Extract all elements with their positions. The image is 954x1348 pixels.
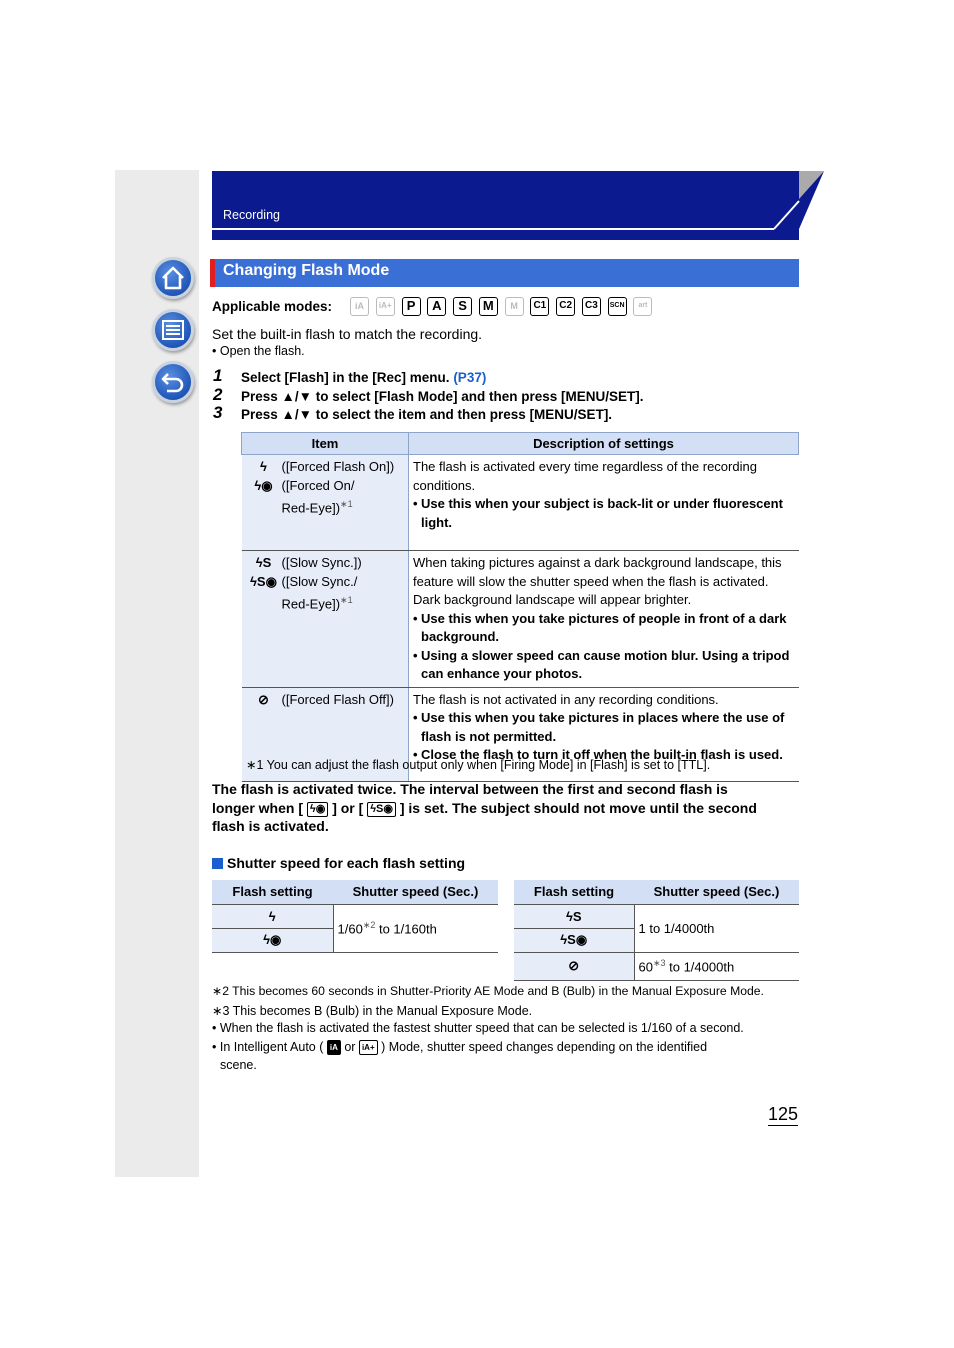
table-header-row xyxy=(242,433,799,455)
col-header-description: Description of settings xyxy=(409,433,799,455)
slow-sync-redeye-icon: ϟS◉ xyxy=(514,928,634,952)
mode-c2-icon: C2 xyxy=(556,297,575,316)
header-divider xyxy=(212,228,774,230)
mode-ia-plus-icon: iA+ xyxy=(376,297,395,316)
ia-mode-icon: iA xyxy=(327,1040,341,1055)
header-corner-fold xyxy=(770,171,826,241)
step-1-text xyxy=(241,370,486,385)
redeye-note-text: longer when [ xyxy=(212,800,303,816)
description-bullet: Use this when you take pictures of people in front of a dark background. xyxy=(421,610,787,644)
list-icon xyxy=(160,317,186,343)
description-cell: When taking pictures against a dark background landscape, this feature will slow the shutter speed when the flash is activated. Dark background landscape will appear brighter. • Use this when you take pictures of people in front of a dark background. • Using a slower speed can cause motion blur. Using a tripod can enhance your photos. xyxy=(409,551,799,688)
table-row xyxy=(242,551,799,688)
description-text: The flash is not activated in any recording conditions. xyxy=(413,691,719,707)
footnote-2: ∗2 This becomes 60 seconds in Shutter-Priority AE Mode and B (Bulb) in the Manual Exposure Mode. xyxy=(212,984,764,998)
speed-text: to 1/4000th xyxy=(665,959,735,975)
contents-button[interactable] xyxy=(152,309,194,351)
redeye-note-line1: The flash is activated twice. The interval between the first and second flash is xyxy=(212,781,728,797)
modes-label: Applicable modes: xyxy=(212,299,333,314)
mode-a-icon: A xyxy=(427,297,446,316)
item-label: ([Slow Sync.]) xyxy=(281,555,362,570)
flash-on-redeye-icon: ϟ◉ xyxy=(212,928,333,952)
col-header-flash-setting: Flash setting xyxy=(514,880,634,904)
note-text: or xyxy=(344,1040,359,1054)
flash-mode-table xyxy=(241,432,799,782)
step-1-number: 1 xyxy=(213,366,223,385)
footnote-ref: ∗3 xyxy=(652,957,666,968)
speed-text: to 1/160th xyxy=(375,921,437,937)
flash-on-icon: ϟ xyxy=(212,904,333,928)
page-number: 125 xyxy=(768,1104,799,1124)
home-icon xyxy=(160,265,186,291)
mode-scn-icon: SCN xyxy=(608,297,627,316)
redeye-note-text: ] or [ xyxy=(332,800,364,816)
note-text: • In Intelligent Auto ( xyxy=(212,1040,324,1054)
item-label: ([Slow Sync./ xyxy=(281,573,358,589)
slow-sync-icon: ϟS xyxy=(514,904,634,928)
redeye-note-line3: flash is activated. xyxy=(212,818,329,834)
description-text: When taking pictures against a dark background landscape, this feature will slow the shutter speed when the flash is activated. Dark background landscape will appear brighter. xyxy=(413,555,782,607)
flash-on-icon: ϟ xyxy=(260,459,267,474)
mode-p-icon: P xyxy=(402,297,421,316)
footnote-ref: ∗2 xyxy=(362,919,376,930)
item-cell xyxy=(242,551,409,688)
slow-sync-redeye-icon: ϟS◉ xyxy=(367,802,396,817)
description-bullet: Close the flash to turn it off when the built-in flash is used. xyxy=(421,747,783,762)
shutter-speed-value: 1 to 1/4000th xyxy=(634,904,799,952)
step-3-text: Press ▲/▼ to select the item and then press [MENU/SET]. xyxy=(241,407,613,422)
redeye-note-text: ] is set. The subject should not move until the second xyxy=(399,800,757,816)
return-arrow-icon xyxy=(160,369,186,395)
flash-on-redeye-icon: ϟ◉ xyxy=(307,802,328,817)
redeye-note-line2 xyxy=(212,800,757,817)
page-title: Changing Flash Mode xyxy=(223,262,390,279)
shutter-table-right xyxy=(514,880,799,981)
col-header-shutter-speed: Shutter speed (Sec.) xyxy=(333,880,498,904)
shutter-table-left xyxy=(212,880,498,953)
description-bullet: Use this when you take pictures in places where the use of flash is not permitted. xyxy=(421,710,785,744)
step-1-link[interactable]: (P37) xyxy=(453,370,487,385)
footnote-3: ∗3 This becomes B (Bulb) in the Manual Exposure Mode. xyxy=(212,1004,533,1018)
col-header-shutter-speed: Shutter speed (Sec.) xyxy=(634,880,799,904)
step-3-number: 3 xyxy=(213,403,223,422)
description-text: The flash is activated every time regardless of the recording conditions. xyxy=(413,459,757,493)
description-cell: The flash is not activated in any recording conditions. • Use this when you take pictures in places where the use of flash is not permitted. • Close the flash to turn it off when the built-in flash is used. xyxy=(409,687,799,781)
footnote-ref: ∗1 xyxy=(340,499,353,509)
mode-c1-icon: C1 xyxy=(530,297,549,316)
flash-on-redeye-icon: ϟ◉ xyxy=(254,477,273,493)
flash-off-icon: ⊘ xyxy=(258,691,269,707)
shutter-speed-value xyxy=(634,952,799,980)
note-intelligent-auto-cont: scene. xyxy=(220,1058,257,1072)
square-bullet-icon xyxy=(212,858,223,869)
shutter-speed-value xyxy=(333,904,498,952)
col-header-flash-setting: Flash setting xyxy=(212,880,333,904)
item-label-cont: Red-Eye]) xyxy=(281,596,341,612)
speed-text: 60 xyxy=(638,959,653,975)
slow-sync-redeye-icon: ϟS◉ xyxy=(250,573,277,589)
item-label: ([Forced On/ xyxy=(281,477,355,493)
back-button[interactable] xyxy=(152,361,194,403)
table-row xyxy=(242,455,799,551)
shutter-heading xyxy=(212,855,465,871)
intro-bullet: • Open the flash. xyxy=(212,344,305,358)
flash-off-icon: ⊘ xyxy=(514,952,634,980)
mode-s-icon: S xyxy=(453,297,472,316)
footnote-ref: ∗1 xyxy=(340,595,353,605)
description-bullet: Using a slower speed can cause motion blur. Using a tripod can enhance your photos. xyxy=(421,647,790,681)
step-1-label: Select [Flash] in the [Rec] menu. xyxy=(241,370,450,385)
shutter-heading-text: Shutter speed for each flash setting xyxy=(227,855,466,871)
intro-text: Set the built-in flash to match the recording. xyxy=(212,326,483,342)
mode-creative-control-icon: art xyxy=(633,297,652,316)
mode-m-icon: M xyxy=(479,297,498,316)
step-2-text: Press ▲/▼ to select [Flash Mode] and then press [MENU/SET]. xyxy=(241,389,644,404)
item-label-cont: Red-Eye]) xyxy=(281,500,341,516)
mode-ia-icon: iA xyxy=(350,297,369,316)
item-label: ([Forced Flash Off]) xyxy=(281,691,394,707)
item-cell xyxy=(242,455,409,551)
item-label: ([Forced Flash On]) xyxy=(281,459,395,474)
note-flash-speed: • When the flash is activated the fastest shutter speed that can be selected is 1/160 of a second. xyxy=(212,1021,744,1035)
mode-c3-icon: C3 xyxy=(582,297,601,316)
step-2-number: 2 xyxy=(213,385,223,404)
description-cell: The flash is activated every time regardless of the recording conditions. • Use this when your subject is back-lit or under fluorescent light. xyxy=(409,455,799,551)
note-text: ) Mode, shutter speed changes depending on the identified xyxy=(381,1040,708,1054)
slow-sync-icon: ϟS xyxy=(255,555,272,570)
home-button[interactable] xyxy=(152,257,194,299)
chapter-label: Recording xyxy=(223,208,280,222)
speed-text: 1/60 xyxy=(337,921,363,937)
ia-plus-mode-icon: iA+ xyxy=(359,1040,378,1055)
col-header-item: Item xyxy=(242,433,409,455)
modes-icons xyxy=(350,297,655,316)
note-intelligent-auto xyxy=(212,1040,707,1055)
description-bullet: Use this when your subject is back-lit or under fluorescent light. xyxy=(421,496,783,530)
table-footnote: ∗1 You can adjust the flash output only when [Firing Mode] in [Flash] is set to [TTL]. xyxy=(246,758,711,772)
mode-movie-m-icon: M xyxy=(505,297,524,316)
